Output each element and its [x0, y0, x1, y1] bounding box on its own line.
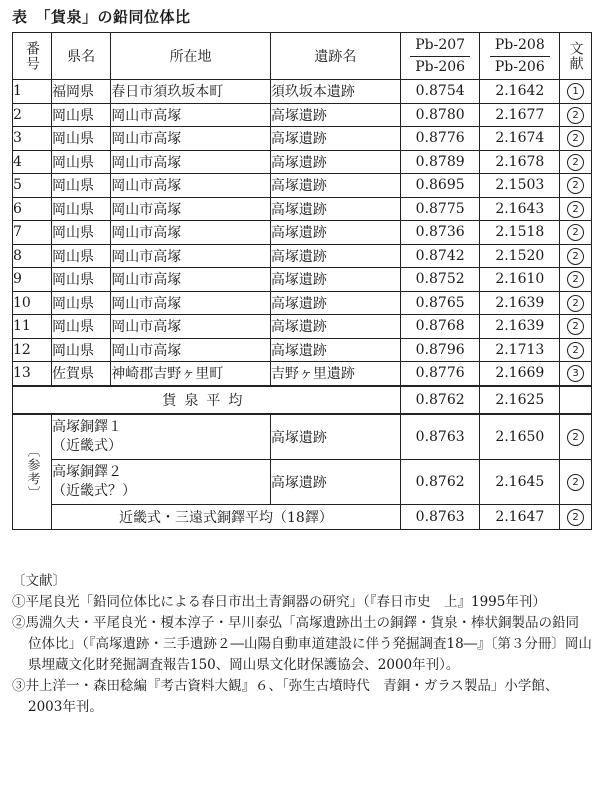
row-r208: 2.1674 — [480, 127, 560, 151]
reference-name: 高塚銅鐸１ （近畿式） — [52, 414, 271, 460]
row-number: 4 — [13, 150, 52, 174]
row-r208: 2.1669 — [480, 362, 560, 386]
row-number: 10 — [13, 291, 52, 315]
row-site: 高塚遺跡 — [270, 338, 400, 362]
reference-ref: 2 — [560, 459, 592, 504]
row-location: 岡山市高塚 — [111, 268, 271, 292]
header-ratio-208: Pb-208 Pb-206 — [480, 33, 560, 80]
row-location: 岡山市高塚 — [111, 127, 271, 151]
row-prefecture: 岡山県 — [52, 103, 111, 127]
reference-site: 高塚遺跡 — [270, 459, 400, 504]
row-r208: 2.1642 — [480, 80, 560, 104]
row-r208: 2.1610 — [480, 268, 560, 292]
row-location: 岡山市高塚 — [111, 197, 271, 221]
row-r208: 2.1639 — [480, 315, 560, 339]
row-r207: 0.8789 — [400, 150, 480, 174]
average-r208: 2.1625 — [480, 386, 560, 414]
row-number: 11 — [13, 315, 52, 339]
row-prefecture: 岡山県 — [52, 221, 111, 245]
table-row — [13, 174, 592, 198]
lead-isotope-table — [12, 32, 592, 530]
reference-row — [13, 414, 592, 460]
reference-average-r207: 0.8763 — [400, 504, 480, 529]
table-row — [13, 362, 592, 386]
reference-average-row — [13, 504, 592, 529]
header-ratio-207: Pb-207 Pb-206 — [400, 33, 480, 80]
bibliography-item: ②馬淵久夫・平尾良光・榎本淳子・早川泰弘「高塚遺跡出土の銅鐸・貨泉・棒状銅製品の鉛同位体比」（『高塚遺跡・三手遺跡２―山陽自動車道建設に伴う発掘調査18―』〔第３分冊〕岡山県埋蔵文化財発掘調査報告150、岡山県文化財保護協会、2000年刊）。 — [12, 615, 592, 673]
row-location: 岡山市高塚 — [111, 291, 271, 315]
row-number: 3 — [13, 127, 52, 151]
row-r207: 0.8776 — [400, 127, 480, 151]
row-prefecture: 岡山県 — [52, 244, 111, 268]
row-prefecture: 岡山県 — [52, 315, 111, 339]
row-prefecture: 福岡県 — [52, 80, 111, 104]
table-row — [13, 197, 592, 221]
row-location: 岡山市高塚 — [111, 244, 271, 268]
bibliography-item: ③井上洋一・森田稔編『考古資料大観』６、「弥生古墳時代 青銅・ガラス製品」小学館、2003年刊。 — [12, 678, 559, 715]
row-ref: 2 — [560, 174, 592, 198]
row-r207: 0.8768 — [400, 315, 480, 339]
bibliography — [12, 571, 592, 718]
row-site: 高塚遺跡 — [270, 315, 400, 339]
header-no: 番号 — [13, 33, 52, 80]
row-prefecture: 岡山県 — [52, 291, 111, 315]
reference-r207: 0.8763 — [400, 414, 480, 460]
table-row — [13, 291, 592, 315]
row-ref: 2 — [560, 244, 592, 268]
header-site: 遺跡名 — [270, 33, 400, 80]
row-r208: 2.1503 — [480, 174, 560, 198]
header-pref: 県名 — [52, 33, 111, 80]
row-r207: 0.8775 — [400, 197, 480, 221]
row-ref: 2 — [560, 150, 592, 174]
row-r207: 0.8776 — [400, 362, 480, 386]
row-ref: 2 — [560, 103, 592, 127]
reference-name: 高塚銅鐸２ （近畿式？） — [52, 459, 271, 504]
row-prefecture: 岡山県 — [52, 338, 111, 362]
row-site: 須玖坂本遺跡 — [270, 80, 400, 104]
average-r207: 0.8762 — [400, 386, 480, 414]
row-location: 岡山市高塚 — [111, 103, 271, 127]
row-ref: 2 — [560, 268, 592, 292]
header-ref: 文献 — [560, 33, 592, 80]
table-row — [13, 315, 592, 339]
row-site: 高塚遺跡 — [270, 291, 400, 315]
table-row — [13, 103, 592, 127]
row-ref: 2 — [560, 127, 592, 151]
row-ref: 2 — [560, 221, 592, 245]
row-number: 8 — [13, 244, 52, 268]
table-title: 表 「貨泉」の鉛同位体比 — [12, 8, 191, 26]
row-r207: 0.8754 — [400, 80, 480, 104]
row-prefecture: 岡山県 — [52, 150, 111, 174]
table-row — [13, 268, 592, 292]
reference-ref: 2 — [560, 414, 592, 460]
row-prefecture: 岡山県 — [52, 268, 111, 292]
row-r208: 2.1643 — [480, 197, 560, 221]
row-ref: 3 — [560, 362, 592, 386]
row-site: 高塚遺跡 — [270, 244, 400, 268]
row-ref: 2 — [560, 315, 592, 339]
row-r207: 0.8695 — [400, 174, 480, 198]
average-label: 貨泉平均 — [13, 386, 401, 414]
reference-r207: 0.8762 — [400, 459, 480, 504]
reference-site: 高塚遺跡 — [270, 414, 400, 460]
row-r208: 2.1713 — [480, 338, 560, 362]
row-location: 春日市須玖坂本町 — [111, 80, 271, 104]
row-r208: 2.1677 — [480, 103, 560, 127]
row-site: 高塚遺跡 — [270, 127, 400, 151]
row-number: 7 — [13, 221, 52, 245]
row-site: 高塚遺跡 — [270, 268, 400, 292]
row-r208: 2.1520 — [480, 244, 560, 268]
row-site: 吉野ヶ里遺跡 — [270, 362, 400, 386]
row-location: 岡山市高塚 — [111, 338, 271, 362]
row-ref: 2 — [560, 338, 592, 362]
row-site: 高塚遺跡 — [270, 174, 400, 198]
bibliography-item: ①平尾良光「鉛同位体比による春日市出土青銅器の研究」（『春日市史 上』1995年刊） — [12, 594, 546, 610]
row-site: 高塚遺跡 — [270, 150, 400, 174]
reference-r208: 2.1645 — [480, 459, 560, 504]
reference-label: 〔参考〕 — [13, 414, 52, 530]
reference-row — [13, 459, 592, 504]
header-row — [13, 33, 592, 80]
table-row — [13, 338, 592, 362]
reference-average-ref: 2 — [560, 504, 592, 529]
row-r207: 0.8736 — [400, 221, 480, 245]
row-r207: 0.8765 — [400, 291, 480, 315]
row-r207: 0.8796 — [400, 338, 480, 362]
row-prefecture: 岡山県 — [52, 197, 111, 221]
row-prefecture: 佐賀県 — [52, 362, 111, 386]
table-row — [13, 221, 592, 245]
reference-average-label: 近畿式・三遠式銅鐸平均（18鐸） — [52, 504, 401, 529]
row-location: 岡山市高塚 — [111, 221, 271, 245]
row-r207: 0.8742 — [400, 244, 480, 268]
row-number: 2 — [13, 103, 52, 127]
data-body — [13, 80, 592, 386]
row-number: 5 — [13, 174, 52, 198]
row-number: 13 — [13, 362, 52, 386]
row-site: 高塚遺跡 — [270, 221, 400, 245]
row-ref: 1 — [560, 80, 592, 104]
header-location: 所在地 — [111, 33, 271, 80]
table-row — [13, 127, 592, 151]
row-site: 高塚遺跡 — [270, 197, 400, 221]
row-number: 6 — [13, 197, 52, 221]
row-r208: 2.1678 — [480, 150, 560, 174]
row-location: 神崎郡吉野ヶ里町 — [111, 362, 271, 386]
reference-average-r208: 2.1647 — [480, 504, 560, 529]
row-prefecture: 岡山県 — [52, 127, 111, 151]
reference-r208: 2.1650 — [480, 414, 560, 460]
row-site: 高塚遺跡 — [270, 103, 400, 127]
table-row — [13, 80, 592, 104]
row-number: 12 — [13, 338, 52, 362]
row-r207: 0.8752 — [400, 268, 480, 292]
bibliography-heading: 〔文献〕 — [12, 573, 66, 589]
row-r207: 0.8780 — [400, 103, 480, 127]
row-location: 岡山市高塚 — [111, 315, 271, 339]
row-ref: 2 — [560, 197, 592, 221]
row-number: 9 — [13, 268, 52, 292]
row-r208: 2.1639 — [480, 291, 560, 315]
row-location: 岡山市高塚 — [111, 174, 271, 198]
row-r208: 2.1518 — [480, 221, 560, 245]
average-row — [13, 386, 592, 414]
row-number: 1 — [13, 80, 52, 104]
table-row — [13, 150, 592, 174]
row-location: 岡山市高塚 — [111, 150, 271, 174]
table-row — [13, 244, 592, 268]
row-prefecture: 岡山県 — [52, 174, 111, 198]
row-ref: 2 — [560, 291, 592, 315]
